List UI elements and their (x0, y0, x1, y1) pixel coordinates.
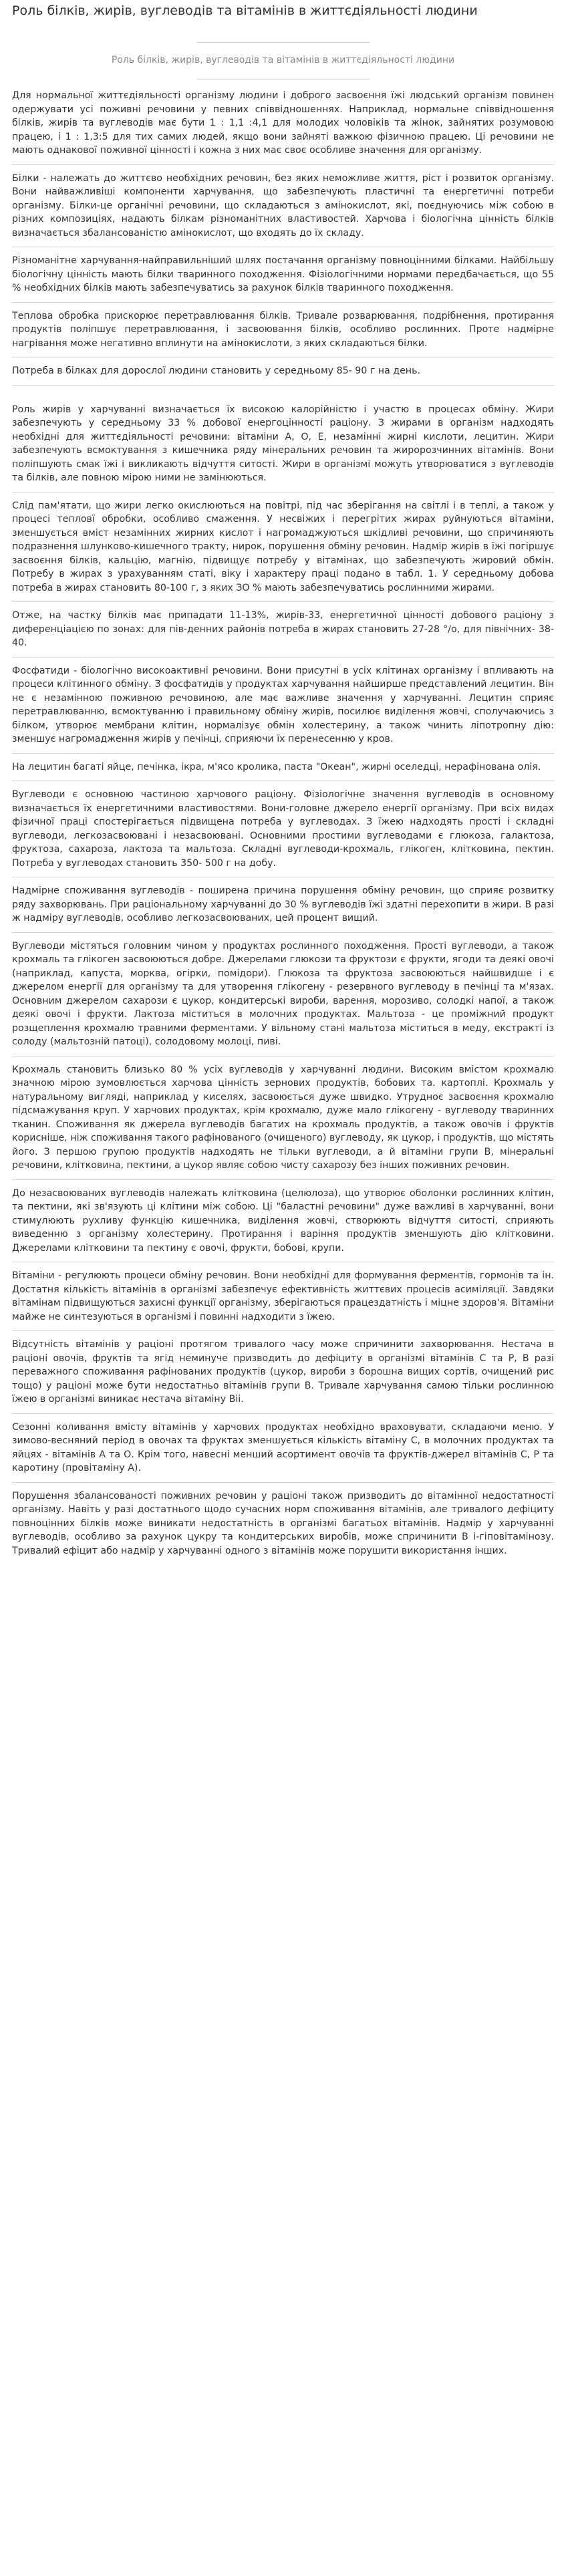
paragraph: Відсутність вітамінів у раціоні протягом тривалого часу може спричинити захворювання. Нестача в раціоні овочів, фруктів та ягід неминуче призводить до дефіциту в організмі вітамінів С та Р, В разі переважного споживання рафінованих продуктів (цукор, вироби з борошна вищих сортів, очищений рис тощо) у раціоні може бути недостатньо вітамінів групи В. Тривале харчування самою тільки рослинною їжею в організмі виникає нестача вітаміну Віі. (12, 1338, 554, 1414)
paragraph: Крохмаль становить близько 80 % усіх вуглеводів у харчуванні людини. Високим вмістом крохмалю значною мірою зумовлюється харчова цінність зернових продуктів, бобових та. картоплі. Крохмаль у натуральному вигляді, наприклад у киселях, засвоюється дуже швидко. Утрудноє засвоєння крохмалю підсмажування круп. У харчових продуктах, крім крохмалю, дуже мало глікогену - вуглеводу тваринних тканин. Споживання як джерела вуглеводів багатих на крохмаль продуктів, а також овочів і фруктів корисніше, ніж споживання такого рафінованого (очищеного) вуглеводу, як цукор, і продуктів, що містять його. З першою групою продуктів надходять не тільки вуглеводи, а й вітаміни групи В, мінеральні речовини, клітковина, пектини, а цукор являє собою чисту сахарозу без інших поживних речовин. (12, 1063, 554, 1180)
paragraph: Надмірне споживання вуглеводів - поширена причина порушення обміну речовин, що сприяє розвитку ряду захворювань. При раціональному харчуванні до 30 % вуглеводів їжі здатні перехопити в жири. В разі ж надміру вуглеводів, особливо легкозасвоюваних, цей процент вищий. (12, 884, 554, 933)
paragraph: До незасвоюваних вуглеводів належать клітковина (целюлоза), що утворює оболонки рослинних клітин, та пектини, які зв'язують ці клітини між собою. Ці "баластні речовини" дуже важливі в харчуванні, вони стимулюють рухливу функцію кишечника, виділення жовчі, створюють відчуття ситості, сприяють виведенню з організму холестерину. Протирання і варіння продуктів зменшують дію клітковини. Джерелами клітковини та пектину є овочі, фрукти, бобові, крупи. (12, 1187, 554, 1263)
paragraph: На лецитин багаті яйце, печінка, ікра, м'ясо кролика, паста "Океан", жирні оселедці, нерафінована олія. (12, 760, 554, 782)
article-page (0, 2, 566, 1584)
paragraph: Теплова обробка прискорює перетравлювання білків. Тривале розварювання, подрібнення, протирання продуктів поліпшує перетравлювання, і засвоювання білків, особливо рослинних. Проте надмірне нагрівання може негативно вплинути на амінокислоти, з яких складаються білки. (12, 309, 554, 358)
paragraph: Потреба в білках для дорослої людини становить у середньому 85- 90 г на день. (12, 364, 554, 386)
page-title: Роль білків, жирів, вуглеводів та вітамінів в життєдіяльності людини (12, 3, 478, 18)
paragraph: Роль жирів у харчуванні визначається їх високою калорійністю і участю в процесах обміну. Жири забезпечують у середньому 33 % добової енергоцінності раціону. З жирами в організм надходять необхідні для життєдіяльності речовини: вітаміни А, О, Е, незамінні жирні кислоти, лецитин. Жири забезпечують всмоктування з кишечника ряду мінеральних речовин та жиророзчинних вітамінів. Вони поліпшують смак їжі і викликають відчуття ситості. Жири в організмі можуть утворюватися з вуглеводів та білків, але повною мірою ними не замінюються. (12, 403, 554, 492)
page-subtitle: Роль білків, жирів, вуглеводів та вітамінів в життєдіяльності людини (111, 55, 455, 65)
paragraph: Фосфатиди - біологічно високоактивні речовини. Вони присутні в усіх клітинах організму і впливають на процеси клітинного обміну. З фосфатидів у продуктах харчування найширше представлений лецитин. Він не є незамінною поживною речовиною, але має важливе значення у харчуванні. Лецитин сприяє перетравлюванню, всмоктуванню і правильному обміну жирів, посилює виділення жовчі, сполучаючись з білком, утворює мембрани клітин, нормалізує обмін холестерину, а також чинить ліпотропну дію: зменшує нагромадження жирів у печінці, сприяючи їх перенесенню у кров. (12, 664, 554, 754)
paragraph: Отже, на частку білків має припадати 11-13%, жирів-33, енергетичної цінності добового раціону з диференціацією по зонах: для пів-денних районів потреба в жирах становить 27-28 °/о, для північних- 38-40. (12, 609, 554, 658)
paragraph: Порушення збалансованості поживних речовин у раціоні також призводить до вітамінної недостатності організму. Навіть у разі достатнього щодо сучасних норм споживання вітамінів, але тривалого дефіциту повноцінних білків може виникати недостатність в організмі багатьох вітамінів. Надмір у харчуванні вуглеводів, особливо за рахунок цукру та кондитерських виробів, може спричинити В і-гіповітамінозу. Тривалий ефіцит або надмір у харчуванні одного з вітамінів може порушити використання інших. (12, 1490, 554, 1556)
paragraph: Вуглеводи містяться головним чином у продуктах рослинного походження. Прості вуглеводи, а також крохмаль та глікоген засвоюються добре. Джерелами глюкози та фруктози є фрукти, ягоди та деякі овочі (наприклад, капуста, морква, огірки, помідори). Глюкоза та фруктоза засвоюються найшвидше і є джерелом енергії для організму та для утворення глікогену - резервного вуглеводу в печінці та м'язах. Основним джерелом сахарози є цукор, кондитерські вироби, варення, морозиво, солодкі напої, а також деякі овочі і фрукти. Лактоза міститься в молочних продуктах. Мальтоза - це проміжний продукт розщеплення крохмалю травними ферментами. У вільному стані мальтоза міститься в меду, екстракті із солоду (мальтозній патоці), солодовому молоці, пиві. (12, 940, 554, 1056)
paragraph: Для нормальної життєдіяльності організму людини і доброго засвоєння їжі людський організм повинен одержувати усі поживні речовини у певних співвідношеннях. Наприклад, нормальне співвідношення білків, жирів та вуглеводів має бути 1 : 1,1 :4,1 для молодих чоловіків та жінок, зайнятих розумовою працею, і 1 : 1,3:5 для тих самих людей, якщо вони зайняті важкою фізичною працею. Ці речовини не мають однакової поживної цінності і кожна з них має своє особливе значення для організму. (12, 89, 554, 165)
article-body (12, 89, 554, 1564)
paragraph: Різноманітне харчування-найправильніший шлях постачання організму повноцінними білками. Найбільшу біологічну цінність мають білки тваринного походження. Фізіологічними нормами передбачається, що 55 % необхідних білків мають забезпечуватись за рахунок білків тваринного походження. (12, 254, 554, 303)
divider-top (197, 42, 370, 43)
paragraph: Вуглеводи є основною частиною харчового раціону. Фізіологічне значення вуглеводів в основному визначається їх енергетичними властивостями. Вони-головне джерело енергії організму. При всіх видах фізичної праці спостерігається підвищена потреба у вуглеводах. З їжею надходять прості і складні вуглеводи, легкозасвоювані і незасвоювані. Основними простими вуглеводами є глюкоза, галактоза, фруктоза, сахароза, лактоза та мальтоза. Складні вуглеводи-крохмаль, глікоген, клітковина, пектин. Потреба у вуглеводах становить 350- 500 г на добу. (12, 788, 554, 877)
divider-bottom (197, 79, 370, 80)
paragraph: Вітаміни - регулюють процеси обміну речовин. Вони необхідні для формування ферментів, гормонів та ін. Достатня кількість вітамінів в організмі забезпечує ефективність життєвих процесів асиміляції. Завдяки вітамінам підвищуються захисні функції організму, зберігаються працездатність і міцне здоров'я. Вітаміни майже не синтезуються в організмі і повинні надходити з їжею. (12, 1269, 554, 1331)
paragraph: Сезонні коливання вмісту вітамінів у харчових продуктах необхідно враховувати, складаючи меню. У зимово-весняний період в овочах та фруктах зменшується кількість вітаміну С, в молочних продуктах та яйцях - вітамінів А та О. Крім того, навесні менший асортимент овочів та фруктів-джерел вітамінів С, Р та каротину (провітаміну А). (12, 1421, 554, 1483)
paragraph: Слід пам'ятати, що жири легко окислюються на повітрі, під час зберігання на світлі і в теплі, а також у процесі тепловї обробки, особливо смаження. У несвіжих і перегрітих жирах руйнуються вітаміни, зменшується вміст незамінних жирних кислот і нагромаджуються шкідливі речовини, що спричиняють подразнення шлунково-кишечного тракту, нирок, порушення обміну речовин. Надмір жирів в їжі погіршує засвоєння білків, кальцію, магнію, підвищує потребу у вітамінах, що забезпечують жировий обмін. Потребу в жирах з урахуванням статі, віку і характеру праці подано в табл. 1. У середньому добова потреба в жирах становить 80-100 г, з яких ЗО % мають забезпечуватись рослинними жирами. (12, 499, 554, 603)
paragraph: Білки - належать до життєво необхідних речовин, без яких неможливе життя, ріст і розвиток організму. Вони найважливіші компоненти харчування, що забезпечують пластичні та енергетичні потреби організму. Білки-це органічні речовини, що складаються з амінокислот, які, поєднуючись між собою в різних композиціях, надають білкам різноманітних властивостей. Харчова і біологічна цінність білків визначається збалансованістю амінокислот, що входять до їх складу. (12, 172, 554, 248)
